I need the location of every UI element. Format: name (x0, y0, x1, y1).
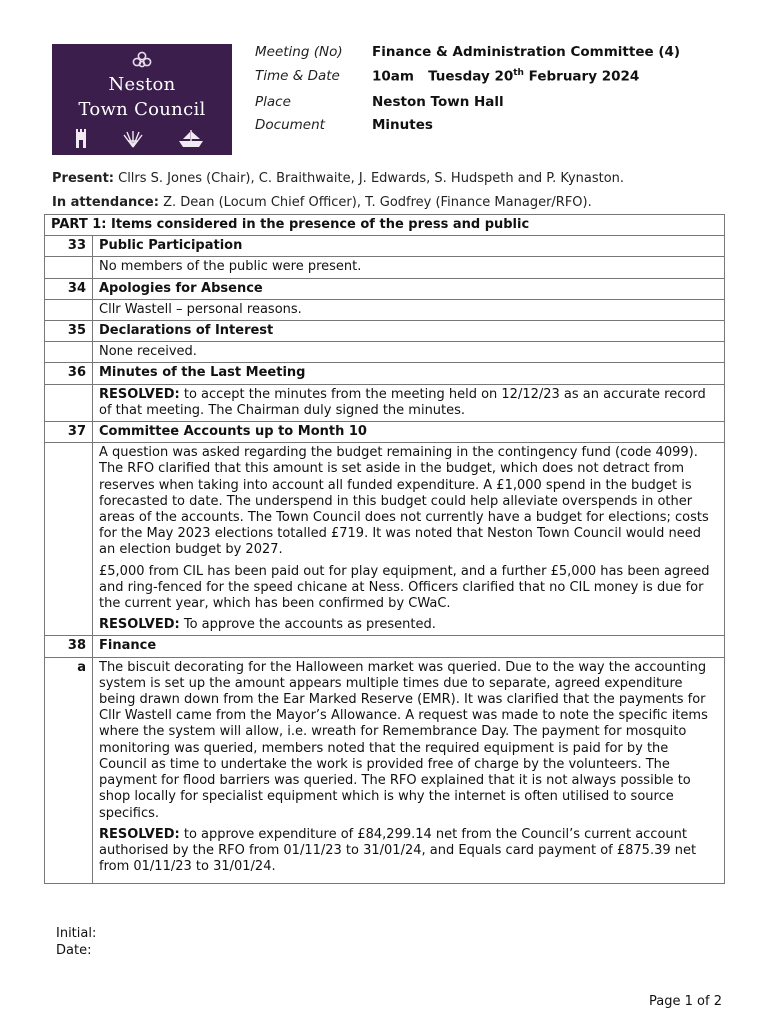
time-date-label: Time & Date (255, 68, 340, 84)
paragraph: A question was asked regarding the budget remaining in the contingency fund (code 4099). The RFO clarified that this amount is set aside in the budget, which does not detract from reserves when taking into account all funded expenditure. A £1,000 spend in the budget is forecasted to date. The underspend in this budget could help alleviate overspends in other areas of the accounts. The Town Council does not currently have a budget for elections; costs for the May 2023 elections totalled £719. It was noted that Neston Town Council would need an election budget by 2027. (99, 445, 709, 558)
item-body: Cllr Wastell – personal reasons. (93, 299, 725, 320)
sub-item-letter: a (45, 657, 93, 884)
item-body: None received. (93, 342, 725, 363)
item-title: Finance (93, 636, 725, 657)
part-header-row (45, 215, 725, 236)
date-label: Date: (56, 943, 92, 958)
item-number: 33 (45, 236, 93, 257)
item-body (93, 657, 725, 884)
resolution: RESOLVED: to accept the minutes from the meeting held on 12/12/23 as an accurate record of that meeting. The Chairman duly signed the minutes. (99, 386, 706, 418)
logo-line-2: Town Council (78, 99, 206, 120)
document-value: Minutes (372, 117, 433, 133)
item-row (45, 278, 725, 299)
knot-emblem-icon (130, 51, 154, 69)
item-body (93, 384, 725, 421)
meeting-label: Meeting (No) (255, 44, 343, 60)
item-body-row (45, 657, 725, 884)
item-row (45, 321, 725, 342)
logo-emblems (52, 128, 232, 148)
wheatsheaf-icon (122, 128, 144, 148)
item-body (93, 443, 725, 636)
item-number: 35 (45, 321, 93, 342)
item-body-row (45, 384, 725, 421)
item-body-row (45, 443, 725, 636)
present-line: Present: Cllrs S. Jones (Chair), C. Braithwaite, J. Edwards, S. Hudspeth and P. Kynaston. (52, 171, 625, 186)
item-body-row (45, 342, 725, 363)
item-row (45, 636, 725, 657)
item-row (45, 363, 725, 384)
paragraph: £5,000 from CIL has been paid out for play equipment, and a further £5,000 has been agreed and ring-fenced for the speed chicane at Ness. Officers clarified that no CIL money is due for the current year, which has been confirmed by CWaC. (99, 563, 710, 612)
council-logo (52, 44, 232, 155)
page-number: Page 1 of 2 (649, 994, 722, 1009)
meeting-value: Finance & Administration Committee (4) (372, 44, 681, 60)
item-title: Declarations of Interest (93, 321, 725, 342)
place-label: Place (255, 94, 291, 110)
paragraph: The biscuit decorating for the Halloween market was queried. Due to the way the accounting system is set up the amount appears multiple times due to separate, agreed expenditure being drawn down from the Ear Marked Reserve (EMR). It was clarified that the payments for Cllr Wastell came from the Mayor’s Allowance. A request was made to note the specific items where the system will allow, i.e. wreath for Remembrance Day. The payment for mosquito monitoring was queried, members noted that the required equipment is paid for by the Council as time to undertake the work is provided free of charge by the volunteers. The payment for flood barriers was queried. The RFO explained that it is not always possible to shop locally for specialist equipment which is why the internet is often utilised to source specifics. (99, 659, 708, 821)
item-row (45, 422, 725, 443)
item-title: Public Participation (93, 236, 725, 257)
ship-icon (176, 128, 206, 148)
item-title: Committee Accounts up to Month 10 (93, 422, 725, 443)
item-row (45, 236, 725, 257)
time-date-value: 10am Tuesday 20th February 2024 (372, 68, 640, 85)
resolution: RESOLVED: to approve expenditure of £84,299.14 net from the Council’s current account authorised by the RFO from 01/11/23 to 31/01/24, and Equals card payment of £875.39 net from 01/11/23 to 31/01/24. (99, 826, 697, 875)
tower-icon (74, 128, 88, 148)
item-number: 34 (45, 278, 93, 299)
resolution: RESOLVED: To approve the accounts as presented. (99, 617, 436, 633)
item-body-row (45, 257, 725, 278)
place-value: Neston Town Hall (372, 94, 504, 110)
attendance-line: In attendance: Z. Dean (Locum Chief Officer), T. Godfrey (Finance Manager/RFO). (52, 195, 592, 210)
item-body-row (45, 299, 725, 320)
part-title: PART 1: Items considered in the presence of the press and public (45, 215, 725, 236)
document-label: Document (255, 117, 325, 133)
item-number: 37 (45, 422, 93, 443)
logo-line-1: Neston (108, 74, 176, 95)
item-title: Apologies for Absence (93, 278, 725, 299)
item-body: No members of the public were present. (93, 257, 725, 278)
item-title: Minutes of the Last Meeting (93, 363, 725, 384)
item-number: 38 (45, 636, 93, 657)
minutes-table (44, 214, 725, 884)
initial-label: Initial: (56, 926, 97, 941)
item-number: 36 (45, 363, 93, 384)
